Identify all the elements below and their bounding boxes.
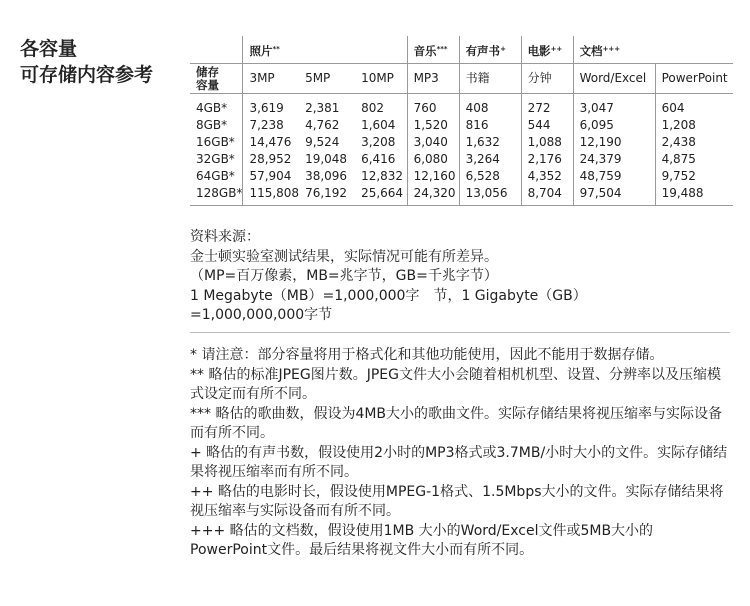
category-photos: 照片**: [243, 36, 407, 64]
table-cell: 4,762: [305, 118, 340, 132]
table-cell: 19,488: [655, 185, 733, 206]
table-cell: 48,759: [573, 168, 655, 185]
footnote: + 略估的有声书数，假设使用2小时的MP3格式或3.7MB/小时大小的文件。实际存储结果将视压缩率而有所不同。: [190, 444, 728, 480]
table-cell: 604: [655, 94, 733, 118]
source-heading: 资料来源：: [190, 229, 260, 245]
table-cell: 6,528: [459, 168, 521, 185]
table-cell: 19,048: [305, 152, 348, 166]
table-cell: 3,264: [459, 151, 521, 168]
table-cell: 115,808: [243, 185, 299, 206]
table-row: [190, 151, 733, 168]
table-cell: 2,438: [655, 134, 733, 151]
title-line-1: 各容量: [20, 38, 78, 60]
table-cell: 1,208: [655, 117, 733, 134]
footnote: * 请注意：部分容量将用于格式化和其他功能使用，因此不能用于数据存储。: [190, 347, 664, 363]
table-cell: 1,604: [361, 118, 396, 132]
footnote: *** 略估的歌曲数，假设为4MB大小的歌曲文件。实际存储结果将视压缩率与实际设备而有所不同。: [190, 405, 723, 441]
table-row: [190, 117, 733, 134]
capacity-cell: 64GB*: [196, 169, 235, 183]
table-cell: 38,096: [305, 169, 348, 183]
divider: [190, 332, 730, 333]
capacity-table: [190, 36, 733, 206]
unit-header: PowerPoint: [655, 64, 733, 94]
footnote: ++ 略估的电影时长，假设使用MPEG-1格式、1.5Mbps大小的文件。实际存储结果将视压缩率与实际设备而有所不同。: [190, 483, 724, 519]
table-row: [190, 185, 733, 206]
page-title: [20, 36, 153, 88]
source-line: 金士顿实验室测试结果，实际情况可能有所差异。: [190, 248, 498, 265]
source-notes: [190, 228, 730, 326]
table-cell: 2,176: [521, 151, 573, 168]
table-cell: 25,664: [355, 185, 407, 206]
table-cell: 1,632: [459, 134, 521, 151]
table-cell: 12,832: [361, 169, 404, 183]
capacity-cell: 4GB*: [196, 101, 228, 115]
unit-header: 书籍: [459, 64, 521, 94]
table-cell: 3,208: [361, 135, 396, 149]
table-cell: 8,704: [521, 185, 573, 206]
table-cell: 4,352: [521, 168, 573, 185]
table-cell: 816: [459, 117, 521, 134]
table-cell: 9,752: [655, 168, 733, 185]
units-header-row: [190, 64, 733, 94]
unit-header: MP3: [407, 64, 459, 94]
unit-header: 5MP: [299, 64, 355, 94]
table-cell: 57,904: [243, 168, 299, 185]
table-cell: 13,056: [459, 185, 521, 206]
category-movies: 电影++: [521, 36, 573, 64]
table-cell: 802: [361, 101, 384, 115]
capacity-cell: 8GB*: [196, 118, 228, 132]
capacity-cell: 16GB*: [196, 135, 235, 149]
table-cell: 3,040: [407, 134, 459, 151]
category-music: 音乐***: [407, 36, 459, 64]
table-cell: 6,416: [361, 152, 396, 166]
table-cell: 2,381: [305, 101, 340, 115]
table-cell: 6,080: [407, 151, 459, 168]
source-line: 1 Megabyte（MB）=1,000,000字 节，1 Gigabyte（GB）: [190, 287, 587, 304]
category-header-row: [190, 36, 733, 64]
table-cell: 12,160: [407, 168, 459, 185]
table-cell: 3,619: [243, 94, 299, 118]
table-cell: 76,192: [299, 185, 355, 206]
footnote: ** 略估的标准JPEG图片数。JPEG文件大小会随着相机机型、设置、分辨率以及压缩模式设定而有所不同。: [190, 366, 721, 402]
unit-header: 10MP: [355, 64, 407, 94]
table-cell: 12,190: [573, 134, 655, 151]
capacity-cell: 32GB*: [196, 152, 235, 166]
corner-cell: [190, 36, 243, 64]
source-line: =1,000,000,000字节: [190, 307, 333, 323]
category-audiobooks: 有声书+: [459, 36, 521, 64]
table-row: [190, 94, 733, 118]
table-cell: 544: [521, 117, 573, 134]
footnote: +++ 略估的文档数，假设使用1MB 大小的Word/Excel文件或5MB大小的PowerPoint文件。最后结果将视文件大小而有所不同。: [190, 522, 654, 558]
table-cell: 760: [407, 94, 459, 118]
category-documents: 文档+++: [573, 36, 733, 64]
unit-header: 分钟: [521, 64, 573, 94]
unit-header: 3MP: [243, 64, 299, 94]
table-cell: 1,520: [407, 117, 459, 134]
unit-header: Word/Excel: [573, 64, 655, 94]
table-cell: 408: [459, 94, 521, 118]
table-row: [190, 134, 733, 151]
table-cell: 24,320: [407, 185, 459, 206]
table-cell: 24,379: [573, 151, 655, 168]
table-cell: 9,524: [305, 135, 340, 149]
table-cell: 14,476: [243, 134, 299, 151]
capacity-cell: 128GB*: [190, 185, 243, 206]
title-line-2: 可存储内容参考: [20, 64, 154, 86]
table-cell: 272: [521, 94, 573, 118]
table-cell: 6,095: [573, 117, 655, 134]
table-cell: 28,952: [243, 151, 299, 168]
footnotes: [190, 346, 730, 561]
table-cell: 3,047: [573, 94, 655, 118]
table-cell: 4,875: [655, 151, 733, 168]
table-cell: 7,238: [243, 117, 299, 134]
source-line: （MP=百万像素，MB=兆字节，GB=千兆字节）: [190, 268, 498, 284]
table-row: [190, 168, 733, 185]
table-cell: 97,504: [573, 185, 655, 206]
capacity-header: 储存 容量: [190, 64, 243, 94]
table-cell: 1,088: [521, 134, 573, 151]
